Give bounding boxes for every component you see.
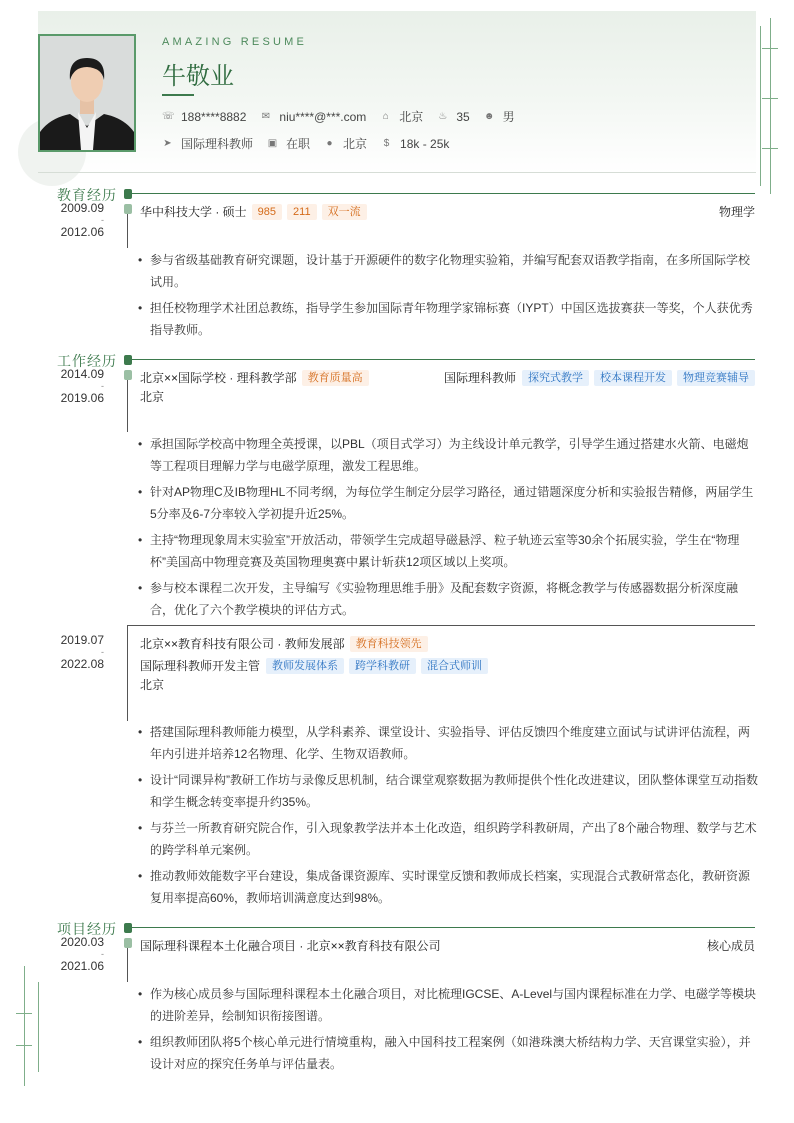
age-text: 35	[456, 109, 470, 124]
section-marker	[124, 355, 132, 365]
education-start-date: 2009.09	[60, 201, 104, 215]
gender-item	[484, 108, 515, 125]
list-item: • 搭建国际理科教师能力模型，从学科素养、课堂设计、实验指导、评估反馈四个维度建立面试与试讲评估流程，两年内引进并培养12名物理、化学、生物双语教师。	[138, 725, 751, 761]
project-role: 核心成员	[706, 939, 755, 953]
entry-marker	[124, 370, 132, 380]
contact-row	[162, 108, 529, 125]
timeline-bar	[127, 948, 128, 982]
phone-text: 188****8882	[181, 109, 247, 124]
mail-icon: ✉	[261, 111, 271, 122]
hometown-item	[380, 108, 423, 125]
hometown-text: 北京	[399, 110, 424, 124]
gender-icon: ☻	[483, 111, 495, 122]
portrait-illustration	[40, 36, 134, 150]
work-section-title: 工作经历	[57, 353, 117, 369]
section-divider	[128, 359, 755, 360]
role-tag: 探究式教学	[522, 370, 589, 386]
job-role-line	[140, 657, 488, 674]
project-section-title: 项目经历	[57, 921, 117, 937]
project-start-date: 2020.03	[60, 935, 104, 949]
section-marker	[124, 189, 132, 199]
resume-tagline: AMAZING RESUME	[162, 36, 308, 48]
email-text: niu****@***.com	[279, 109, 367, 124]
entry-marker	[124, 938, 132, 948]
list-item: • 针对AP物理C及IB物理HL不同考纲，为每位学生制定分层学习路径，通过错题深度分析和实验报告精修，两届学生5分率及6-7分率较入学初提升近25%。	[138, 485, 754, 521]
decorative-tick	[762, 148, 778, 149]
date-separator: -	[101, 949, 104, 959]
phone-item	[162, 110, 246, 124]
decorative-tick	[762, 48, 778, 49]
date-separator: -	[101, 647, 104, 657]
school-name: 华中科技大学 · 硕士	[140, 205, 247, 219]
job-city: 北京	[140, 678, 165, 692]
decorative-line	[760, 26, 761, 186]
cake-icon: ♨	[438, 111, 448, 122]
city-item	[324, 135, 367, 152]
company-name: 北京××国际学校 · 理科教学部	[140, 371, 297, 385]
section-marker	[124, 923, 132, 933]
job-city: 北京	[140, 390, 165, 404]
job-end-date: 2019.06	[60, 391, 104, 405]
project-end-date: 2021.06	[60, 959, 104, 973]
education-school-line	[140, 203, 367, 220]
role-tag: 校本课程开发	[594, 370, 672, 386]
job-intent-row	[162, 135, 463, 152]
school-tag: 双一流	[322, 204, 367, 220]
list-item: • 参与省级基础教育研究课题，设计基于开源硬件的数字化物理实验箱，并编写配套双语教学指南，在多所国际学校试用。	[138, 253, 751, 289]
home-icon: ⌂	[382, 111, 389, 122]
date-separator: -	[101, 381, 104, 391]
gender-text: 男	[502, 110, 515, 124]
role-tag: 跨学科教研	[349, 658, 416, 674]
salary-icon: $	[383, 138, 390, 149]
location-pin-icon: ●	[326, 138, 333, 149]
education-end-date: 2012.06	[60, 225, 104, 239]
header-divider	[38, 172, 756, 173]
decorative-line	[38, 982, 39, 1072]
briefcase-icon: ▣	[267, 138, 278, 149]
company-tag: 教育科技领先	[350, 636, 428, 652]
timeline-bar	[127, 214, 128, 248]
salary-item	[381, 137, 449, 151]
candidate-name: 牛敬业	[162, 63, 234, 90]
decorative-line	[24, 966, 25, 1086]
list-item: • 作为核心成员参与国际理科课程本土化融合项目，对比梳理IGCSE、A-Level与国内课程标准在力学、电磁学等模块的进阶差异，绘制知识衔接图谱。	[138, 987, 757, 1023]
list-item: • 参与校本课程二次开发，主导编写《实验物理思维手册》及配套数字资源，将概念教学与传感器数据分析深度融合，优化了六个教学模块的评估方式。	[138, 581, 739, 617]
project-name: 国际理科课程本土化融合项目 · 北京××教育科技有限公司	[140, 939, 441, 953]
education-major: 物理学	[718, 205, 755, 219]
list-item: • 推动教师效能数字平台建设，集成备课资源库、实时课堂反馈和教师成长档案，实现混合式教研常态化，教研资源复用率提高60%，教师培训满意度达到98%。	[138, 869, 751, 905]
email-item	[260, 110, 366, 124]
role-tag: 混合式师训	[421, 658, 488, 674]
salary-text: 18k - 25k	[400, 136, 450, 151]
company-tag: 教育质量高	[302, 370, 369, 386]
list-item: • 设计“同课异构”教研工作坊与录像反思机制，结合课堂观察数据为教师提供个性化改进建议，团队整体课堂互动指数和学生概念转变率提升约35%。	[138, 773, 758, 809]
list-item: • 承担国际学校高中物理全英授课，以PBL（项目式学习）为主线设计单元教学，引导学生通过搭建水火箭、电磁炮等工程项目理解力学与电磁学原理，激发工程思维。	[138, 437, 749, 473]
phone-icon: ☏	[162, 111, 175, 122]
job-role: 国际理科教师开发主管	[140, 659, 261, 673]
decorative-tick	[16, 1013, 32, 1014]
school-tag: 985	[252, 204, 282, 220]
city-text: 北京	[343, 137, 368, 151]
date-separator: -	[101, 215, 104, 225]
entry-divider	[127, 625, 755, 626]
list-item: • 与芬兰一所教育研究院合作，引入现象教学法并本土化改造，组织跨学科教研周，产出了8个融合物理、数学与艺术的跨学科单元案例。	[138, 821, 757, 857]
profile-photo	[38, 34, 136, 152]
list-item: • 担任校物理学术社团总教练，指导学生参加国际青年物理学家锦标赛（IYPT）中国区选拔赛获一等奖，个人获优秀指导教师。	[138, 301, 753, 337]
decorative-line	[770, 18, 771, 194]
job-company-line	[140, 635, 428, 652]
job-company-line	[140, 369, 369, 386]
status-item	[267, 135, 310, 152]
education-section-title: 教育经历	[57, 187, 117, 203]
status-text: 在职	[286, 137, 311, 151]
role-tag: 教师发展体系	[266, 658, 344, 674]
send-icon: ➤	[163, 138, 172, 149]
list-item: • 组织教师团队将5个核心单元进行情境重构，融入中国科技工程案例（如港珠澳大桥结构力学、天宫课堂实验），并设计对应的探究任务单与评估量表。	[138, 1035, 751, 1071]
school-tag: 211	[287, 204, 317, 220]
job-end-date: 2022.08	[60, 657, 104, 671]
decorative-tick	[762, 98, 778, 99]
age-item	[437, 110, 469, 124]
name-underline	[162, 94, 194, 96]
position-text: 国际理科教师	[181, 137, 254, 151]
list-item: • 主持“物理现象周末实验室”开放活动，带领学生完成超导磁悬浮、粒子轨迹云室等30余个拓展实验，学生在“物理杯”美国高中物理竞赛及英国物理奥赛中累计斩获12项区域以上奖项。	[138, 533, 740, 569]
timeline-bar	[127, 380, 128, 432]
job-role-line	[444, 369, 755, 386]
job-role: 国际理科教师	[443, 371, 516, 385]
job-start-date: 2014.09	[60, 367, 104, 381]
role-tag: 物理竞赛辅导	[677, 370, 755, 386]
decorative-tick	[16, 1045, 32, 1046]
section-divider	[128, 193, 755, 194]
entry-marker	[124, 204, 132, 214]
section-divider	[128, 927, 755, 928]
company-name: 北京××教育科技有限公司 · 教师发展部	[140, 637, 345, 651]
timeline-bar	[127, 625, 128, 721]
position-item	[162, 135, 253, 152]
job-start-date: 2019.07	[60, 633, 104, 647]
